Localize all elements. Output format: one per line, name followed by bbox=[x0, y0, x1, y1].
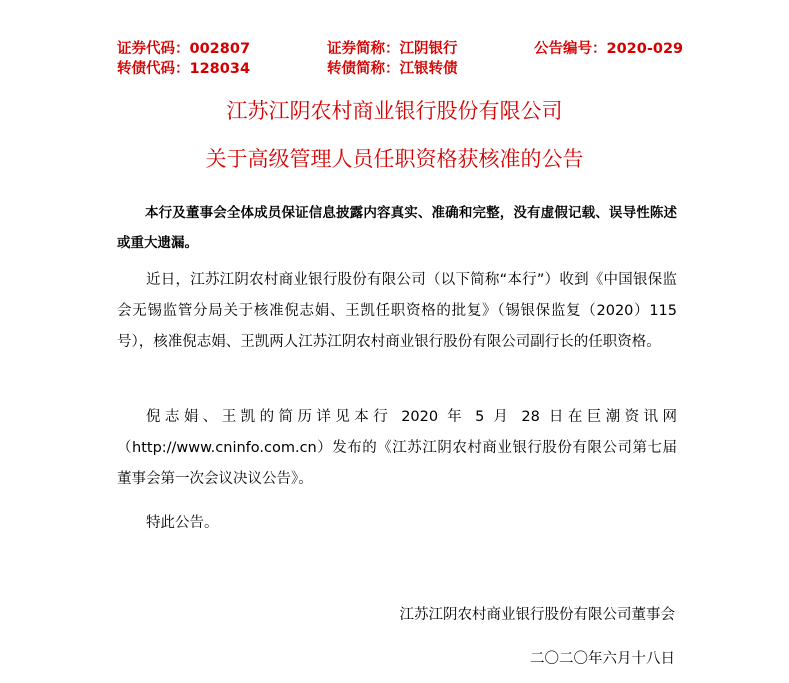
signature-date: 二〇二〇年六月十八日 bbox=[530, 651, 675, 667]
bond-code: 转债代码：128034 bbox=[117, 61, 251, 77]
disclosure-declaration: 本行及董事会全体成员保证信息披露内容真实、准确和完整，没有虚假记载、误导性陈述或重大遗漏。 bbox=[117, 205, 677, 251]
stock-name: 证券简称：江阴银行 bbox=[327, 41, 458, 57]
signature-issuer: 江苏江阴农村商业银行股份有限公司董事会 bbox=[399, 607, 675, 623]
body-paragraph-2: 倪志娟、王凯的简历详见本行 2020 年 5 月 28 日在巨潮资讯网（http://www.cninfo.com.cn）发布的《江苏江阴农村商业银行股份有限公司第七届董事会第一次会议决议公告》。 bbox=[117, 409, 677, 487]
body-paragraph-3: 特此公告。 bbox=[146, 515, 219, 531]
body-paragraph-1: 近日，江苏江阴农村商业银行股份有限公司（以下简称“本行”）收到《中国银保监会无锡监管分局关于核准倪志娟、王凯任职资格的批复》（锡银保监复（2020）115 号），核准倪志娟、王凯两人江苏江阴农村商业银行股份有限公司副行长的任职资格。 bbox=[117, 272, 677, 350]
announcement-number: 公告编号：2020-029 bbox=[534, 41, 684, 57]
announcement-title: 关于高级管理人员任职资格获核准的公告 bbox=[205, 147, 584, 171]
bond-name: 转债简称：江银转债 bbox=[327, 61, 458, 77]
stock-code: 证券代码：002807 bbox=[117, 41, 251, 57]
company-title: 江苏江阴农村商业银行股份有限公司 bbox=[226, 99, 563, 123]
